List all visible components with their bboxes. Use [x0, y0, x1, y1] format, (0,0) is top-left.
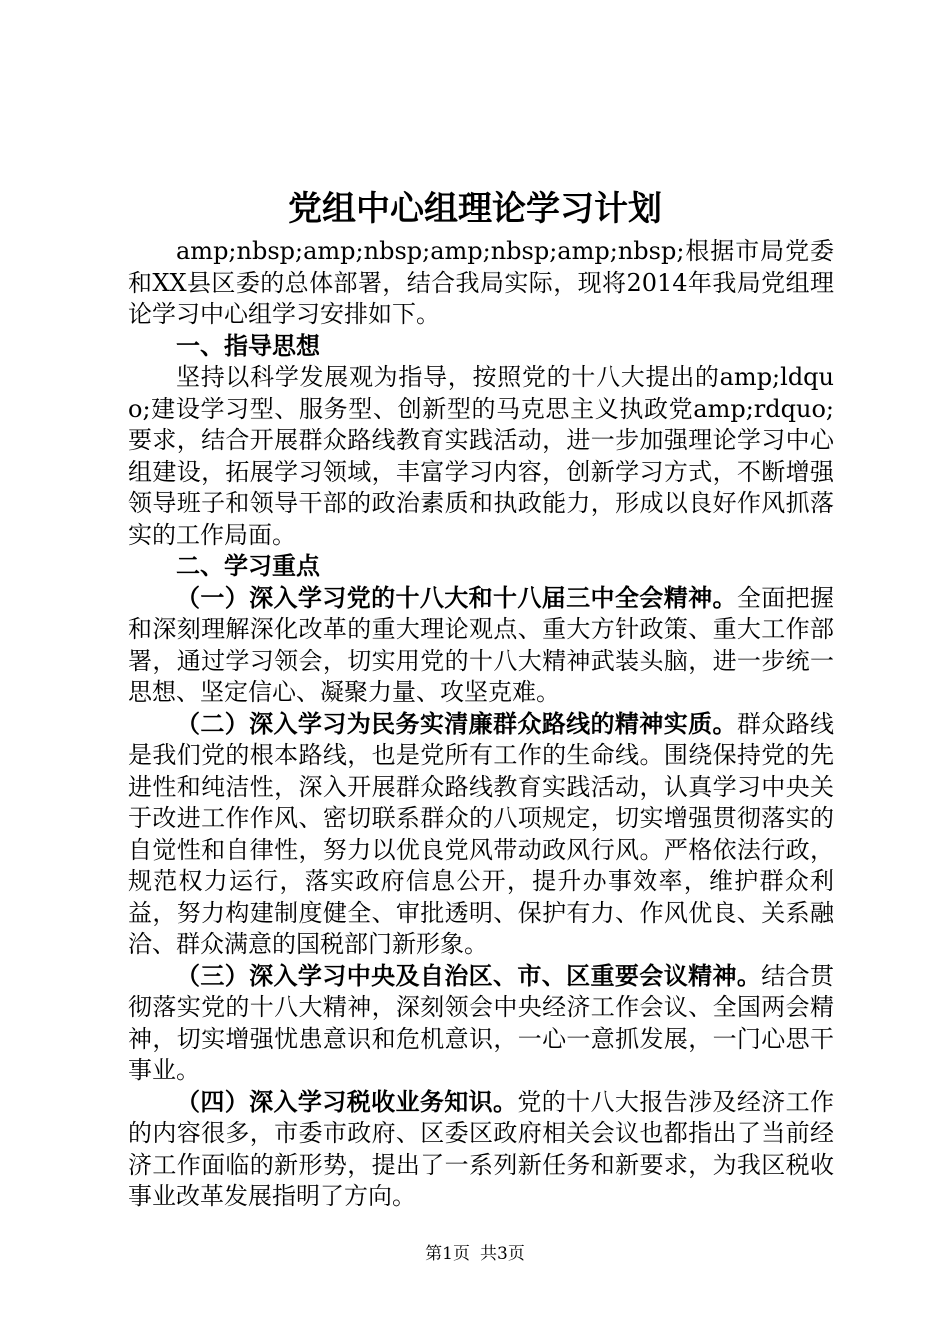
page-number: 第1页 — [425, 1244, 470, 1264]
study-focus-item-lead: （三）深入学习中央及自治区、市、区重要会议精神。 — [176, 961, 762, 990]
study-focus-item — [128, 1087, 834, 1213]
section-heading-study-focus: 二、学习重点 — [176, 552, 320, 580]
study-focus-item — [128, 583, 834, 709]
study-focus-item-lead: （四）深入学习税收业务知识。 — [176, 1087, 518, 1116]
section-heading-guiding-ideology: 一、指导思想 — [176, 331, 320, 360]
study-focus-item-text: 全面把握和深刻理解深化改革的重大理论观点、重大方针政策、重大工作部署，通过学习领会，切实用党的十八大精神武装头脑，进一步统一思想、坚定信心、凝聚力量、攻坚克难。 — [128, 583, 835, 706]
study-focus-item — [128, 709, 834, 961]
study-focus-item-lead: （二）深入学习为民务实清廉群众路线的精神实质。 — [176, 709, 737, 738]
study-focus-item-lead: （一）深入学习党的十八大和十八届三中全会精神。 — [176, 583, 737, 612]
document-body — [128, 236, 834, 1213]
document-title: 党组中心组理论学习计划 — [288, 189, 662, 229]
page-footer — [0, 1243, 950, 1265]
guiding-ideology-paragraph: 坚持以科学发展观为指导，按照党的十八大提出的amp;ldquo;建设学习型、服务型、创新型的马克思主义执政党amp;rdquo;要求，结合开展群众路线教育实践活动，进一步加强理论学习中心组建设，拓展学习领域，丰富学习内容，创新学习方式，不断增强领导班子和领导干部的政治素质和执政能力，形成以良好作风抓落实的工作局面。 — [128, 363, 834, 549]
study-focus-item-text: 党的十八大报告涉及经济工作的内容很多，市委市政府、区委区政府相关会议也都指出了当前经济工作面临的新形势，提出了一系列新任务和新要求，为我区税收事业改革发展指明了方向。 — [128, 1087, 835, 1210]
intro-paragraph: amp;nbsp;amp;nbsp;amp;nbsp;amp;nbsp;根据市局党委和XX县区委的总体部署，结合我局实际，现将2014年我局党组理论学习中心组学习安排如下。 — [128, 237, 834, 328]
study-focus-item-text: 结合贯彻落实党的十八大精神，深刻领会中央经济工作会议、全国两会精神，切实增强忧患意识和危机意识，一心一意抓发展，一门心思干事业。 — [128, 961, 835, 1084]
page-total: 共3页 — [480, 1244, 525, 1264]
study-focus-item-text: 群众路线是我们党的根本路线，也是党所有工作的生命线。围绕保持党的先进性和纯洁性，深入开展群众路线教育实践活动，认真学习中央关于改进工作作风、密切联系群众的八项规定，切实增强贯彻落实的自觉性和自律性，努力以优良党风带动政风行风。严格依法行政，规范权力运行，落实政府信息公开，提升办事效率，维护群众利益，努力构建制度健全、审批透明、保护有力、作风优良、关系融洽、群众满意的国税部门新形象。 — [128, 709, 835, 958]
study-focus-item — [128, 961, 834, 1087]
